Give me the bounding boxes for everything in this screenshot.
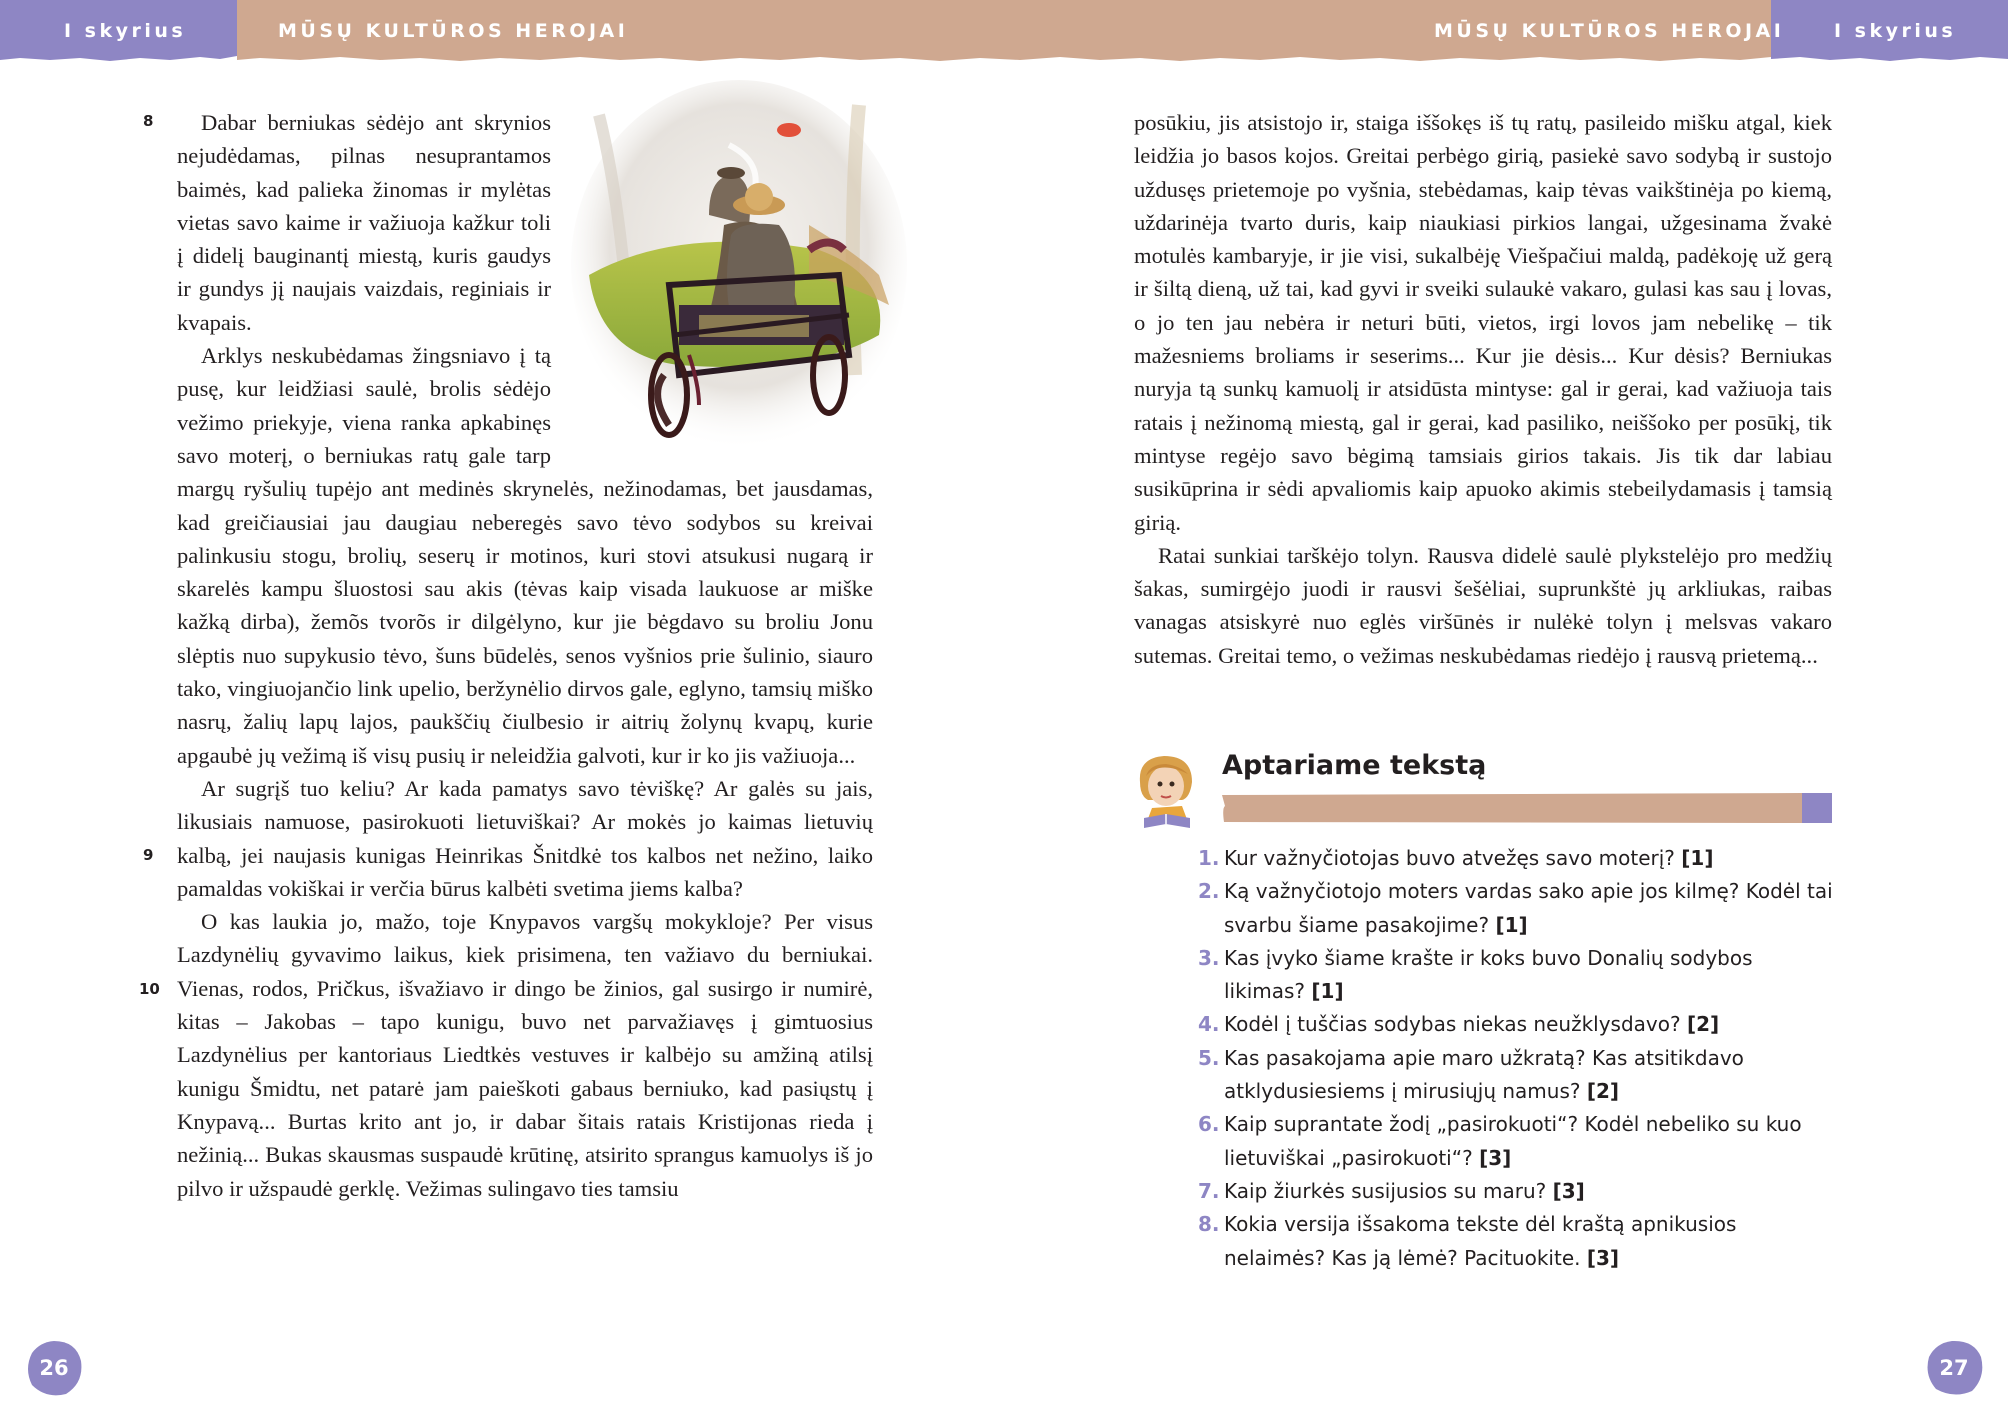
- question-number: 8.: [1198, 1212, 1220, 1237]
- question-number: 3.: [1198, 945, 1220, 970]
- paragraph-number-8: 8: [143, 112, 154, 130]
- paragraph-closing: Ratai sunkiai tarškėjo tolyn. Rausva didelė saulė plykstelėjo pro medžių šakas, sumirgėjo juodi ir rausvi šešėliai, suprunkštė jų arkliukas, raibas vanagas atsiskyrė nuo eglės viršūnės ir nulėkė tolyn į melsvas vakaro sutemas. Greitai temo, o vežimas neskubėdamas riedėjo į rausvą prietemą...: [1134, 542, 1832, 668]
- left-page-body: [177, 106, 873, 1205]
- difficulty-level: [3]: [1586, 1245, 1620, 1270]
- question-item: [1198, 1208, 1836, 1275]
- difficulty-level: [2]: [1686, 1012, 1720, 1037]
- difficulty-level: [1]: [1311, 979, 1344, 1004]
- paragraph-10: O kas laukia jo, mažo, toje Knypavos vargšų mokykloje? Per visus Lazdynėlių gyvavimo laikus, kiek prisimena, ten važiavo du berniukai. Vienas, rodos, Pričkus, išvažiavo ir dingo be žinios, gal susirgo ir numirė, kitas – Jakobas – tapo kunigu, buvo net parvažiavęs į gimtuosius Lazdynėlius per kantoriaus Liedtkės vestuves ir kalbėjo su amžiną atilsį kunigu Šmidtu, net patarė jam paieškoti gabaus berniuko, kad pasiųstų į Knypavą... Burtas krito ant jo, ir dabar šitais ratais Kristijonas rieda į nežinią... Bukas skausmas suspaudė krūtinę, atsirito sprangus kamuolys iš jo pilvo ir užspaudė gerklę. Vežimas sulingavo ties tamsiu: [177, 909, 873, 1201]
- difficulty-level: [2]: [1586, 1079, 1620, 1104]
- question-item: [1198, 1108, 1836, 1175]
- difficulty-level: [3]: [1552, 1178, 1585, 1203]
- question-item: [1198, 1175, 1836, 1208]
- question-text: Kokia versija išsakoma tekste dėl kraštą apnikusios nelaimės? Kas ją lėmė? Pacituokite.: [1224, 1212, 1737, 1270]
- paragraph-8b: Arklys neskubėdamas žingsniavo į tą pusę, kur leidžiasi saulė, brolis sėdėjo vežimo priekyje, viena ranka apkabinęs savo moterį, o berniukas ratų gale tarp margų ryšulių tupėjo ant medinės skrynelės, nežinodamas, bet jausdamas, kad greičiausiai jau daugiau neberegės savo tėvo sodybos su kreivai palinkusiu stogu, brolių, seserų ir motinos, kuri stovi atsukusi nugarą ir skarelės kampu šluostosi sau akis (tėvas kaip visada laukuose ar miške kažką dirba), žemõs tvorõs ir dilgėlyno, kur jie bėgdavo su broliu Jonu slėptis nuo supykusio tėvo, šuns būdelės, senos vyšnios prie šulinio, siauro tako, vingiuojančio link upelio, beržynėlio dirvos gale, eglyno, tamsių miško nasrų, žalių lapų lajos, paukščių čiulbesio ir aitrių žolynų kvapų, kurie apgaubė jų vežimą iš visų pusių ir neleidžia galvoti, kur ir ko jis važiuoja...: [177, 343, 873, 768]
- reading-girl-icon: [1130, 752, 1202, 830]
- story-illustration: [559, 75, 907, 457]
- question-number: 6.: [1198, 1112, 1220, 1137]
- question-text: Kaip žiurkės susijusios su maru?: [1224, 1178, 1547, 1203]
- page-number-left: [24, 1339, 84, 1397]
- paragraph-8a: Dabar berniukas sėdėjo ant skrynios nejudėdamas, pilnas nesuprantamos baimės, kad palieka žinomas ir mylėtas vietas savo kaime ir važiuoja kažkur toli į didelį bauginantį miestą, kuris gaudys ir gundys jį naujais vaizdais, reginiais ir kvapais.: [177, 110, 551, 335]
- question-list: [1198, 842, 1836, 1275]
- question-item: [1198, 875, 1836, 942]
- question-item: [1198, 1008, 1836, 1041]
- page-number-right-text: 27: [1939, 1356, 1969, 1380]
- horse-cart-illustration: [559, 75, 907, 457]
- page-number-left-text: 26: [39, 1356, 69, 1380]
- section-title-underline: [1222, 792, 1832, 824]
- question-item: [1198, 942, 1836, 1009]
- question-number: 2.: [1198, 879, 1220, 904]
- question-text: Kodėl į tuščias sodybas niekas neužklysdavo?: [1224, 1012, 1681, 1037]
- paragraph-9: Ar sugrįš tuo keliu? Ar kada pamatys savo tėviškę? Ar galės su jais, likusiais namuose, pasirokuoti lietuviškai? Ar mokės jo kaimas lietuvių kalbą, jei naujasis kunigas Heinrikas Šnitdkė tos kalbos net nežino, laiko pamaldas vokiškai ir verčia būrus kalbėti svetima jiems kalba?: [177, 775, 873, 901]
- difficulty-level: [3]: [1479, 1145, 1512, 1170]
- page-number-right: [1924, 1339, 1984, 1397]
- question-text: Ką važnyčiotojo moters vardas sako apie jos kilmę? Kodėl tai svarbu šiame pasakojime?: [1224, 879, 1833, 937]
- right-page-body: [1134, 106, 1832, 672]
- difficulty-level: [1]: [1495, 912, 1528, 937]
- question-text: Kas pasakojama apie maro užkratą? Kas atsitikdavo atklydusiesiems į mirusiųjų namus?: [1224, 1045, 1744, 1104]
- paragraph-continuation: posūkiu, jis atsistojo ir, staiga iššokęs iš tų ratų, pasileido mišku atgal, kiek leidžia jo basos kojos. Greitai perbėgo girią, pasiekė savo sodybą ir sustojo uždusęs prietemoje po vyšnia, stebėdamas, kaip tėvas vaikštinėja po kiemą, uždarinėja tvarto duris, kaip niaukiasi pirkios langai, užgesinama žvakė motulės kambaryje, ir jie visi, sukalbėję Viešpačiui maldą, padėkoję už gerą ir šiltą dieną, už tai, kad gyvi ir sveiki sulaukė vakaro, gulasi kas sau į lovas, o jo ten jau nebėra ir neturi būti, vietos, irgi lovos jam nebelikę – tik mažesniems broliams ir seserims... Kur jie dėsis... Kur dėsis? Berniukas nuryja tą sunkų kamuolį ir atsidūsta mintyse: gal ir gerai, kad važiuoja tais ratais į nežinomą miestą, gal ir gerai, kad pasiliko, neiššoko per posūkį, tik mintyse regėjo savo bėgimą tamsiais girios takais. Jis tik dar labiau susikūprina ir sėdi apvaliomis kaip apuoko akimis stebeilydamasis į tamsią girią.: [1134, 110, 1832, 535]
- question-text: Kur važnyčiotojas buvo atvežęs savo moterį?: [1224, 846, 1675, 870]
- question-number: 7.: [1198, 1178, 1220, 1203]
- chapter-label-left: I skyrius: [64, 20, 187, 42]
- paragraph-number-10: 10: [139, 980, 160, 998]
- chapter-label-right: I skyrius: [1834, 20, 1957, 42]
- paragraph-number-9: 9: [143, 846, 154, 864]
- running-title-left: MŪSŲ KULTŪROS HEROJAI: [278, 20, 629, 42]
- section-title: Aptariame tekstą: [1222, 750, 1487, 781]
- question-text: Kas įvyko šiame krašte ir koks buvo Donalių sodybos likimas?: [1224, 945, 1753, 1004]
- question-number: 1.: [1198, 846, 1220, 870]
- question-item: [1198, 842, 1836, 875]
- question-number: 4.: [1198, 1012, 1220, 1037]
- question-number: 5.: [1198, 1045, 1220, 1070]
- difficulty-level: [1]: [1681, 846, 1714, 870]
- question-text: Kaip suprantate žodį „pasirokuoti“? Kodėl nebeliko su kuo lietuviškai „pasirokuoti“?: [1224, 1112, 1802, 1170]
- running-title-right: MŪSŲ KULTŪROS HEROJAI: [1434, 20, 1785, 42]
- question-item: [1198, 1042, 1836, 1109]
